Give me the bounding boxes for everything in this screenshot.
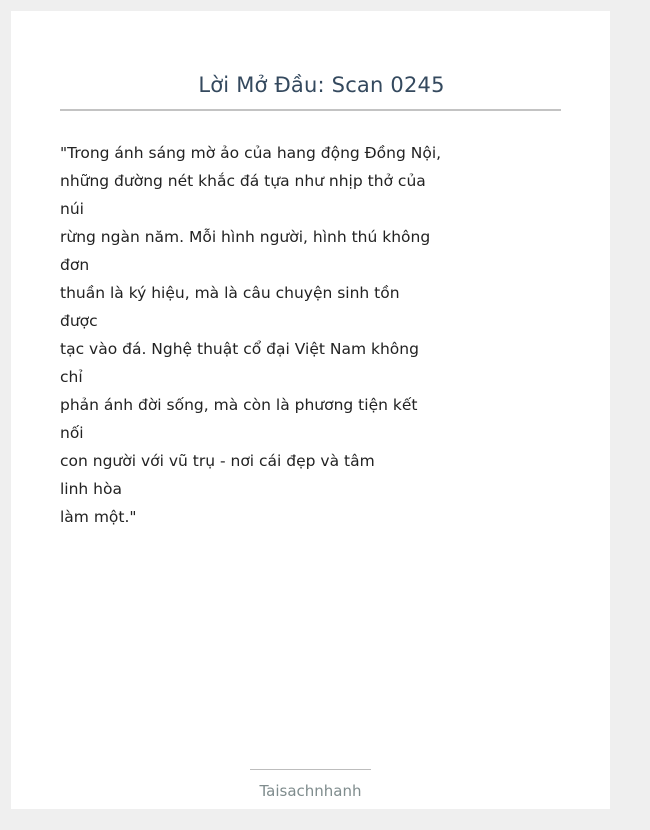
text-line: nối (60, 424, 84, 442)
footer-divider (250, 769, 371, 770)
text-line: được (60, 312, 98, 330)
page-title: Lời Mở Đầu: Scan 0245 (198, 73, 445, 97)
text-line: thuần là ký hiệu, mà là câu chuyện sinh tồn (60, 284, 400, 302)
text-line: đơn (60, 256, 90, 274)
text-line: "Trong ánh sáng mờ ảo của hang động Đồng Nội, (60, 144, 442, 162)
text-line: làm một." (60, 508, 137, 526)
footer-text: Taisachnhanh (259, 782, 362, 800)
text-line: tạc vào đá. Nghệ thuật cổ đại Việt Nam không (60, 340, 419, 358)
text-line: phản ánh đời sống, mà còn là phương tiện kết (60, 396, 418, 414)
text-line: rừng ngàn năm. Mỗi hình người, hình thú không (60, 228, 431, 246)
text-line: linh hòa (60, 480, 122, 498)
title-divider (60, 109, 561, 111)
document-page (11, 11, 610, 809)
text-line: con người với vũ trụ - nơi cái đẹp và tâm (60, 452, 375, 470)
text-line: những đường nét khắc đá tựa như nhịp thở của (60, 172, 426, 190)
text-line: chỉ (60, 368, 83, 386)
body-text (60, 139, 442, 531)
text-line: núi (60, 200, 84, 218)
